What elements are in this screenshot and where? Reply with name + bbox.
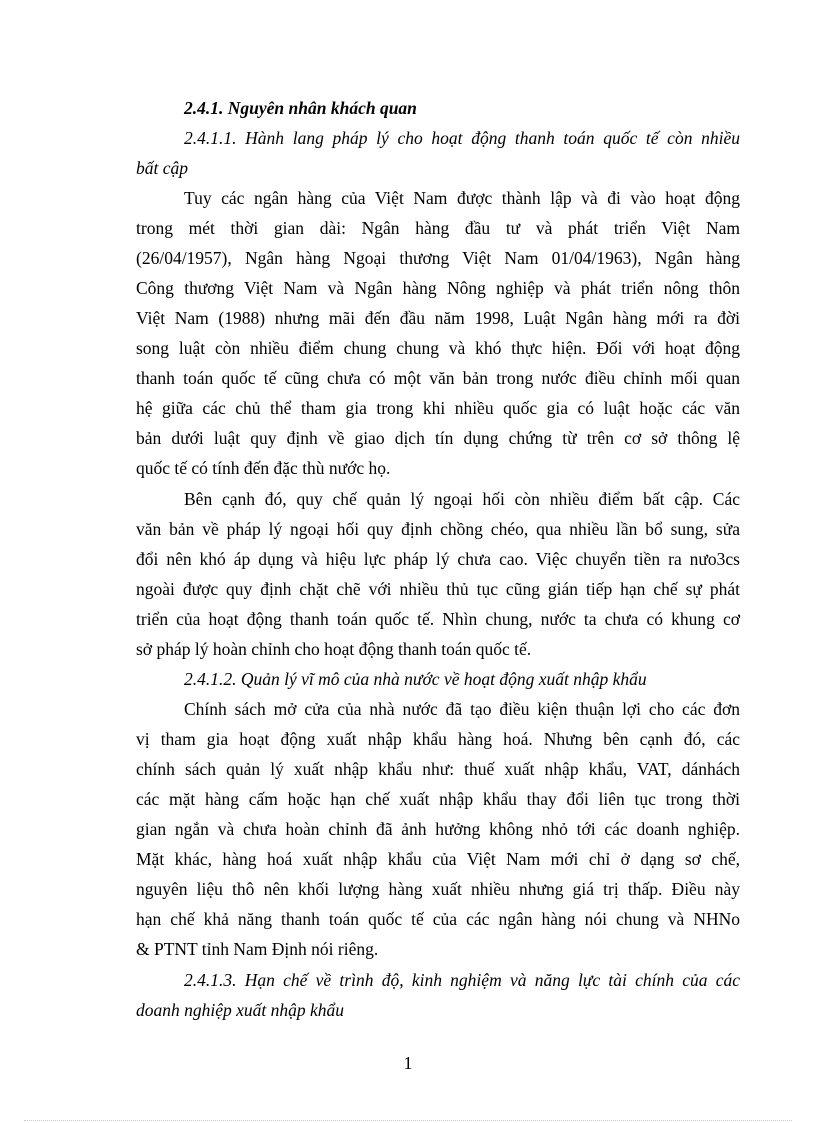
- paragraph-line: triển của hoạt động thanh toán quốc tế. Nhìn chung, nước ta chưa có khung cơ: [136, 609, 740, 629]
- subsection-heading-2-4-1-2: 2.4.1.2. Quản lý vĩ mô của nhà nước về hoạt động xuất nhập khẩu: [184, 669, 647, 689]
- section-heading-2-4-1: 2.4.1. Nguyên nhân khách quan: [184, 98, 417, 118]
- subsection-heading-2-4-1-1-cont: bất cập: [136, 158, 189, 178]
- paragraph-line: Việt Nam (1988) nhưng mãi đến đầu năm 1998, Luật Ngân hàng mới ra đời: [136, 308, 740, 328]
- subsection-heading-2-4-1-3-cont: doanh nghiệp xuất nhập khẩu: [136, 1000, 345, 1020]
- paragraph-line: Chính sách mở cửa của nhà nước đã tạo điều kiện thuận lợi cho các đơn: [184, 699, 740, 719]
- paragraph-line: nguyên liệu thô nên khối lượng hàng xuất nhiều nhưng giá trị thấp. Điều này: [136, 879, 740, 899]
- paragraph-line: đổi nên khó áp dụng và hiệu lực pháp lý chưa cao. Việc chuyển tiền ra nưo3cs: [136, 549, 740, 569]
- paragraph-line: vị tham gia hoạt động xuất nhập khẩu hàng hoá. Nhưng bên cạnh đó, các: [136, 729, 740, 749]
- paragraph-line: chính sách quản lý xuất nhập khẩu như: thuế xuất nhập khẩu, VAT, dánhách: [136, 759, 740, 779]
- subsection-heading-2-4-1-3: 2.4.1.3. Hạn chế về trình độ, kinh nghiệm và năng lực tài chính của các: [184, 970, 740, 990]
- paragraph-line: Công thương Việt Nam và Ngân hàng Nông nghiệp và phát triển nông thôn: [136, 278, 740, 298]
- paragraph-line: thanh toán quốc tế cũng chưa có một văn bản trong nước điều chỉnh mối quan: [136, 368, 740, 388]
- paragraph-line: Tuy các ngân hàng của Việt Nam được thành lập và đi vào hoạt động: [184, 188, 740, 208]
- paragraph-line: văn bản về pháp lý ngoại hối quy định chồng chéo, qua nhiều lần bổ sung, sửa: [136, 519, 740, 539]
- paragraph-line: & PTNT tỉnh Nam Định nói riêng.: [136, 939, 379, 959]
- paragraph-line: gian ngắn và chưa hoàn chỉnh đã ảnh hưởng không nhỏ tới các doanh nghiệp.: [136, 819, 740, 839]
- paragraph-line: Mặt khác, hàng hoá xuất nhập khẩu của Việt Nam mới chỉ ở dạng sơ chế,: [136, 849, 740, 869]
- page-number: 1: [403, 1053, 413, 1073]
- paragraph-line: trong mét thời gian dài: Ngân hàng đầu tư và phát triển Việt Nam: [136, 218, 740, 238]
- paragraph-line: bản dưới luật quy định về giao dịch tín dụng chứng từ trên cơ sở thông lệ: [136, 428, 740, 448]
- subsection-heading-2-4-1-1: 2.4.1.1. Hành lang pháp lý cho hoạt động thanh toán quốc tế còn nhiều: [184, 128, 740, 148]
- paragraph-line: sở pháp lý hoàn chỉnh cho hoạt động thanh toán quốc tế.: [136, 639, 532, 659]
- paragraph-line: các mặt hàng cấm hoặc hạn chế xuất nhập khẩu thay đổi liên tục trong thời: [136, 789, 740, 809]
- paragraph-line: quốc tế có tính đến đặc thù nước họ.: [136, 458, 391, 478]
- paragraph-line: (26/04/1957), Ngân hàng Ngoại thương Việt Nam 01/04/1963), Ngân hàng: [136, 248, 740, 268]
- page-bottom-divider: [24, 1120, 792, 1121]
- paragraph-line: hệ giữa các chủ thể tham gia trong khi nhiều quốc gia có luật hoặc các văn: [136, 398, 740, 418]
- paragraph-line: ngoài được quy định chặt chẽ với nhiều thủ tục cũng gián tiếp hạn chế sự phát: [136, 579, 740, 599]
- paragraph-line: song luật còn nhiều điểm chung chung và khó thực hiện. Đối với hoạt động: [136, 338, 740, 358]
- paragraph-line: Bên cạnh đó, quy chế quản lý ngoại hối còn nhiều điểm bất cập. Các: [184, 489, 740, 509]
- paragraph-line: hạn chế khả năng thanh toán quốc tế của các ngân hàng nói chung và NHNo: [136, 909, 740, 929]
